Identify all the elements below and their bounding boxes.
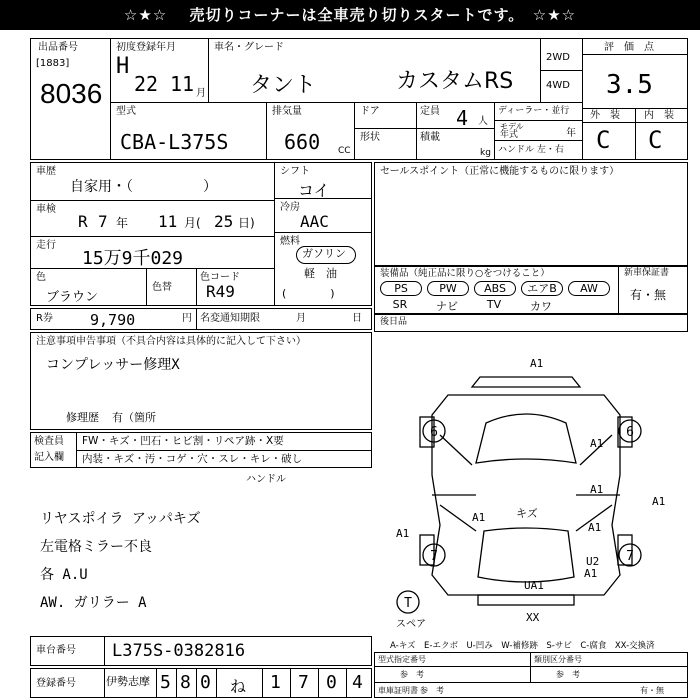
- history-label: 車歴: [36, 166, 56, 177]
- tax-month: 月: [296, 313, 306, 324]
- capacity-label: 定員: [420, 106, 440, 117]
- equipment-option: PS: [380, 281, 422, 296]
- diagram-mark: A1: [530, 357, 544, 370]
- drive-2wd: 2WD: [546, 52, 570, 63]
- repair-value: 有（箇所: [112, 411, 156, 424]
- footer-right6: 参 考: [420, 686, 444, 695]
- mileage: 15万9千029: [82, 248, 184, 269]
- hand-note-line: 各 A.U: [40, 567, 88, 583]
- equipment-option: PW: [427, 281, 469, 296]
- tax-day: 日: [352, 313, 362, 324]
- plate-digit: 0: [200, 672, 211, 693]
- recycle-unit: 円: [182, 313, 192, 324]
- footer-right4: 参 考: [556, 670, 580, 679]
- score-label: 評 価 点: [604, 42, 654, 53]
- diagram-circle-label: 7: [430, 549, 438, 564]
- inspection-year: 7: [98, 212, 108, 231]
- inspection-month-unit: 月(: [184, 216, 201, 230]
- diagram-mark: A1: [590, 483, 604, 496]
- dealer-label: ディーラー・並行: [498, 106, 570, 116]
- load-unit: kg: [480, 148, 491, 158]
- hand-note-line: 左電格ミラー不良: [40, 539, 152, 555]
- recycle-label: R券: [36, 313, 53, 324]
- first-reg-month-unit: 月: [196, 88, 206, 99]
- chassis-label: 車台番号: [36, 645, 76, 656]
- first-reg-month: 11: [170, 72, 195, 96]
- model-year-label2: 年式: [500, 130, 519, 140]
- notes-text: コンプレッサー修理X: [46, 357, 180, 373]
- plate-digit: 4: [352, 672, 363, 693]
- plate-digit: 0: [326, 672, 337, 693]
- doors-label: ドア: [360, 106, 380, 117]
- inspector-row2: 内装・キズ・汚・コゲ・穴・スレ・キレ・破し: [82, 453, 303, 465]
- grade: カスタムRS: [396, 69, 514, 94]
- load-label: 積載: [420, 132, 440, 143]
- plate-area: 伊勢志摩: [106, 675, 150, 688]
- shift: コイ: [298, 181, 330, 200]
- plate-label: 登録番号: [36, 678, 76, 689]
- car-name: タント: [250, 73, 317, 98]
- equipment-option: ナビ: [436, 300, 458, 313]
- inspection-month: 11: [158, 212, 178, 231]
- first-reg-year: 22: [134, 72, 159, 96]
- inspection-year-unit: 年: [116, 216, 129, 230]
- diagram-mark: キズ: [516, 507, 538, 520]
- header-banner: ☆★☆ 売切りコーナーは全車売り切りスタートです。 ☆★☆: [0, 0, 700, 30]
- recycle-value: 9,790: [90, 311, 136, 329]
- model-code: CBA-L375S: [120, 130, 229, 154]
- displacement-label: 排気量: [272, 106, 302, 117]
- diagram-circle-label: 7: [626, 549, 634, 564]
- repair-label: 修理歴: [66, 411, 99, 424]
- model-year-label1: モデル: [500, 122, 524, 131]
- sales-point-label: セールスポイント（正常に機能するものに限ります）: [380, 166, 620, 177]
- lot-sub: [1883]: [36, 58, 70, 69]
- footer-right1: 型式指定番号: [378, 655, 426, 664]
- diagram-mark: A1: [588, 521, 602, 534]
- new-car-label: 新車保証書: [624, 268, 670, 278]
- equipment-option: ABS: [474, 281, 516, 296]
- hand-note-line: AW. ガリラー A: [40, 595, 147, 611]
- exterior-grade: C: [596, 126, 611, 154]
- lot-number: 8036: [40, 78, 103, 109]
- color-change-label: 色替: [152, 282, 172, 293]
- equipment-option: カワ: [530, 300, 552, 313]
- tax-label: 名変通知期限: [200, 313, 260, 324]
- model-year-unit: 年: [566, 128, 576, 139]
- interior-label: 内 装: [644, 110, 674, 121]
- diagram-circle-label: 6: [626, 425, 634, 440]
- first-reg-era: H: [116, 54, 130, 79]
- color-label: 色: [36, 272, 46, 283]
- sales-point-box: [374, 162, 688, 266]
- inspector-row1: FW・キズ・凹石・ヒビ割・リペア跡・X要: [82, 435, 284, 447]
- model-label: 型式: [116, 106, 136, 117]
- spare-label: スペア: [396, 619, 426, 630]
- fuel: ガソリン: [302, 247, 346, 260]
- diagram-mark: A1: [472, 511, 486, 524]
- shape-label: 形状: [360, 132, 380, 143]
- fuel-paren: ( ): [282, 287, 335, 300]
- fuel-label: 燃料: [280, 236, 300, 247]
- inspector-label2: 記入欄: [34, 452, 64, 463]
- diagram-mark: A1: [396, 527, 410, 540]
- displacement: 660: [284, 130, 321, 154]
- displacement-unit: CC: [338, 146, 351, 156]
- inspection-day: 25: [214, 212, 234, 231]
- color-code-label: 色コード: [200, 272, 240, 283]
- legend: A-キズ E-エクボ U-凹み W-補修跡 S-サビ C-腐食 XX-交換済: [390, 641, 655, 651]
- diagram-circle-label: 6: [430, 425, 438, 440]
- inspector-label1: 検査員: [34, 436, 64, 447]
- interior-grade: C: [648, 126, 663, 154]
- equipment-option: TV: [486, 298, 502, 311]
- first-reg-label: 初度登録年月: [116, 42, 176, 53]
- new-car-value: 有・無: [630, 288, 667, 302]
- color: ブラウン: [46, 290, 99, 305]
- equipment-label: 装備品（純正品に限り○をつけること）: [380, 268, 550, 279]
- fuel-alt: 軽 油: [304, 267, 337, 280]
- notes-label: 注意事項申告事項（不具合内容は具体的に記入して下さい）: [36, 336, 306, 347]
- inspection-label: 車検: [36, 204, 56, 215]
- ac-label: 冷房: [280, 202, 300, 213]
- chassis-number: L375S-0382816: [112, 641, 246, 661]
- mileage-label: 走行: [36, 240, 56, 251]
- diagram-mark: U2: [586, 555, 600, 568]
- diagram-mark: A1: [584, 567, 598, 580]
- plate-digit: 5: [160, 672, 171, 693]
- inspector-extra: ハンドル: [246, 474, 286, 485]
- car-name-label: 車名・グレード: [214, 42, 284, 53]
- footer-right7: 有・無: [640, 686, 664, 695]
- equipment-option: AW: [568, 281, 610, 296]
- hand-note-line: リヤスポイラ アッパキズ: [40, 511, 201, 527]
- post-label: 後日品: [380, 317, 408, 327]
- diagram-mark: A1: [652, 495, 666, 508]
- plate-kana: ね: [230, 677, 247, 696]
- inspection-day-unit: 日): [238, 216, 255, 230]
- footer-right5: 車庫証明書: [378, 686, 418, 695]
- diagram-mark: A1: [590, 437, 604, 450]
- equipment-option: エアB: [521, 281, 563, 296]
- capacity-unit: 人: [478, 116, 488, 127]
- ac: AAC: [300, 212, 329, 231]
- plate-digit: 7: [298, 672, 309, 693]
- lot-label: 出品番号: [38, 42, 78, 53]
- footer-right2: 参 考: [400, 670, 424, 679]
- plate-digit: 1: [270, 672, 281, 693]
- equipment-option: SR: [392, 298, 408, 311]
- history: 自家用・（ ）: [70, 179, 217, 195]
- handle-label: ハンドル 左・右: [498, 145, 564, 155]
- score: 3.5: [606, 70, 653, 100]
- diagram-mark: XX: [526, 611, 540, 624]
- diagram-mark: UA1: [524, 579, 544, 592]
- shift-label: シフト: [280, 166, 310, 177]
- color-code: R49: [206, 282, 235, 301]
- diagram-circle-label: T: [404, 596, 412, 611]
- exterior-label: 外 装: [590, 110, 620, 121]
- drive-4wd: 4WD: [546, 80, 570, 91]
- inspection-era: R: [78, 212, 88, 231]
- car-diagram: [376, 355, 688, 630]
- plate-digit: 8: [180, 672, 191, 693]
- capacity: 4: [456, 106, 469, 130]
- footer-right3: 類別区分番号: [534, 655, 582, 664]
